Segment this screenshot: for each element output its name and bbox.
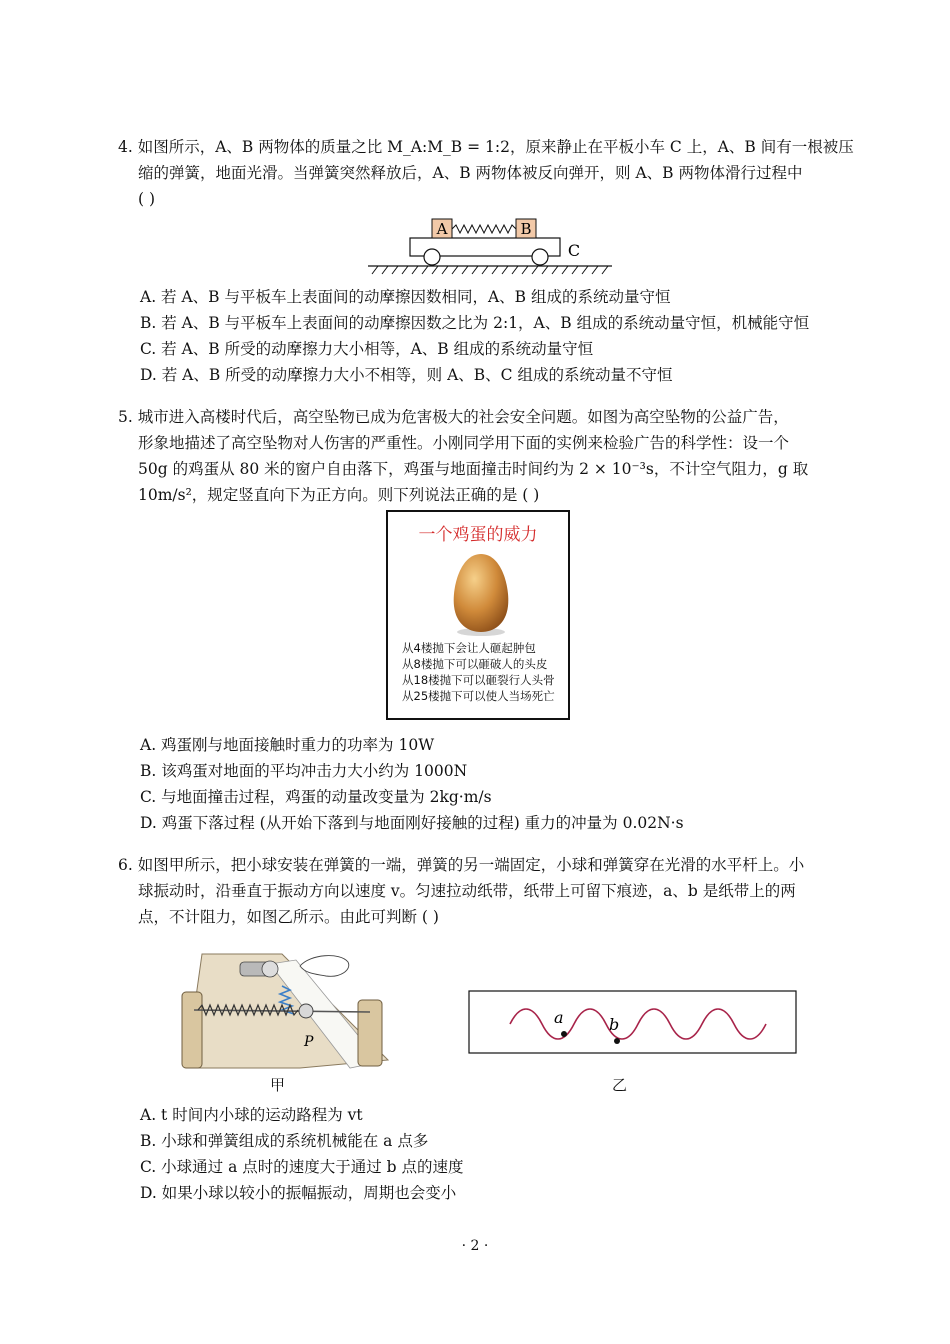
- wheel-right: [532, 249, 548, 265]
- page-number: · 2 ·: [461, 1238, 489, 1254]
- q6-option-d: D. 如果小球以较小的振幅振动，周期也会变小: [140, 1184, 457, 1202]
- q4-line-3: ( ): [138, 190, 156, 208]
- q5-line-1: 5. 城市进入高楼时代后，高空坠物已成为危害极大的社会安全问题。如图为高空坠物的公益广告，: [118, 408, 789, 426]
- egg-icon: [446, 550, 516, 640]
- caption-jia: 甲: [270, 1076, 286, 1094]
- q4-option-a: A. 若 A、B 与平板车上表面间的动摩擦因数相同，A、B 组成的系统动量守恒: [140, 288, 671, 306]
- label-a: A: [436, 220, 448, 238]
- q6-line-1: 6. 如图甲所示，把小球安装在弹簧的一端，弹簧的另一端固定，小球和弹簧穿在光滑的水平杆上。小: [118, 856, 805, 874]
- q4-option-b: B. 若 A、B 与平板车上表面间的动摩擦因数之比为 2:1，A、B 组成的系统动量守恒，机械能守恒: [140, 314, 810, 332]
- q4-line-2: 缩的弹簧，地面光滑。当弹簧突然释放后，A、B 两物体被反向弹开，则 A、B 两物体滑行过程中: [138, 164, 803, 182]
- spring: [452, 225, 516, 233]
- q5-line-4: 10m/s²，规定竖直向下为正方向。则下列说法正确的是 ( ): [138, 486, 540, 504]
- q4-option-c: C. 若 A、B 所受的动摩擦力大小相等，A、B 组成的系统动量守恒: [140, 340, 594, 358]
- q5-option-b: B. 该鸡蛋对地面的平均冲击力大小约为 1000N: [140, 762, 468, 780]
- q4-line-1: 4. 如图所示，A、B 两物体的质量之比 M_A:M_B = 1:2，原来静止在平板小车 C 上，A、B 间有一根被压: [118, 138, 854, 156]
- ball: [299, 1004, 313, 1018]
- q5-line-2: 形象地描述了高空坠物对人伤害的严重性。小刚同学用下面的实例来检验广告的科学性：设一个: [138, 434, 790, 452]
- q5-option-a: A. 鸡蛋刚与地面接触时重力的功率为 10W: [140, 736, 435, 754]
- caption-yi: 乙: [612, 1076, 628, 1094]
- q5-option-d: D. 鸡蛋下落过程 (从开始下落到与地面刚好接触的过程) 重力的冲量为 0.02N·s: [140, 814, 684, 832]
- wheel-left: [424, 249, 440, 265]
- q4-option-d: D. 若 A、B 所受的动摩擦力大小不相等，则 A、B、C 组成的系统动量不守恒: [140, 366, 673, 384]
- poster-line-2: 从8楼抛下可以砸破人的头皮: [402, 657, 548, 671]
- q6-line-3: 点，不计阻力，如图乙所示。由此可判断 ( ): [138, 908, 439, 926]
- q5-option-c: C. 与地面撞击过程，鸡蛋的动量改变量为 2kg·m/s: [140, 788, 492, 806]
- poster-line-3: 从18楼抛下可以砸裂行人头骨: [402, 673, 555, 687]
- q6-option-b: B. 小球和弹簧组成的系统机械能在 a 点多: [140, 1132, 429, 1150]
- q5-line-3: 50g 的鸡蛋从 80 米的窗户自由落下，鸡蛋与地面撞击时间约为 2 × 10⁻³s，不计空气阻力，g 取: [138, 460, 809, 478]
- label-p: P: [304, 1034, 314, 1050]
- egg-poster: [386, 510, 570, 720]
- label-b: B: [520, 220, 532, 238]
- poster-text: [402, 640, 555, 704]
- spring-oscillator-figure: [180, 950, 390, 1072]
- label-b-point: b: [609, 1015, 620, 1034]
- poster-line-1: 从4楼抛下会让人砸起肿包: [402, 641, 536, 655]
- q6-option-c: C. 小球通过 a 点时的速度大于通过 b 点的速度: [140, 1158, 464, 1176]
- point-b: [614, 1038, 620, 1044]
- label-c: C: [567, 241, 581, 260]
- q6-option-a: A. t 时间内小球的运动路程为 vt: [140, 1106, 363, 1124]
- poster-line-4: 从25楼抛下可以使人当场死亡: [402, 689, 555, 703]
- point-a: [561, 1031, 567, 1037]
- q4-cart-figure: [366, 214, 616, 276]
- poster-title: 一个鸡蛋的威力: [418, 525, 538, 545]
- label-a-point: a: [554, 1008, 564, 1027]
- paper-trace-figure: [468, 990, 798, 1056]
- q6-line-2: 球振动时，沿垂直于振动方向以速度 v。匀速拉动纸带，纸带上可留下痕迹，a、b 是纸带上的两: [138, 882, 796, 900]
